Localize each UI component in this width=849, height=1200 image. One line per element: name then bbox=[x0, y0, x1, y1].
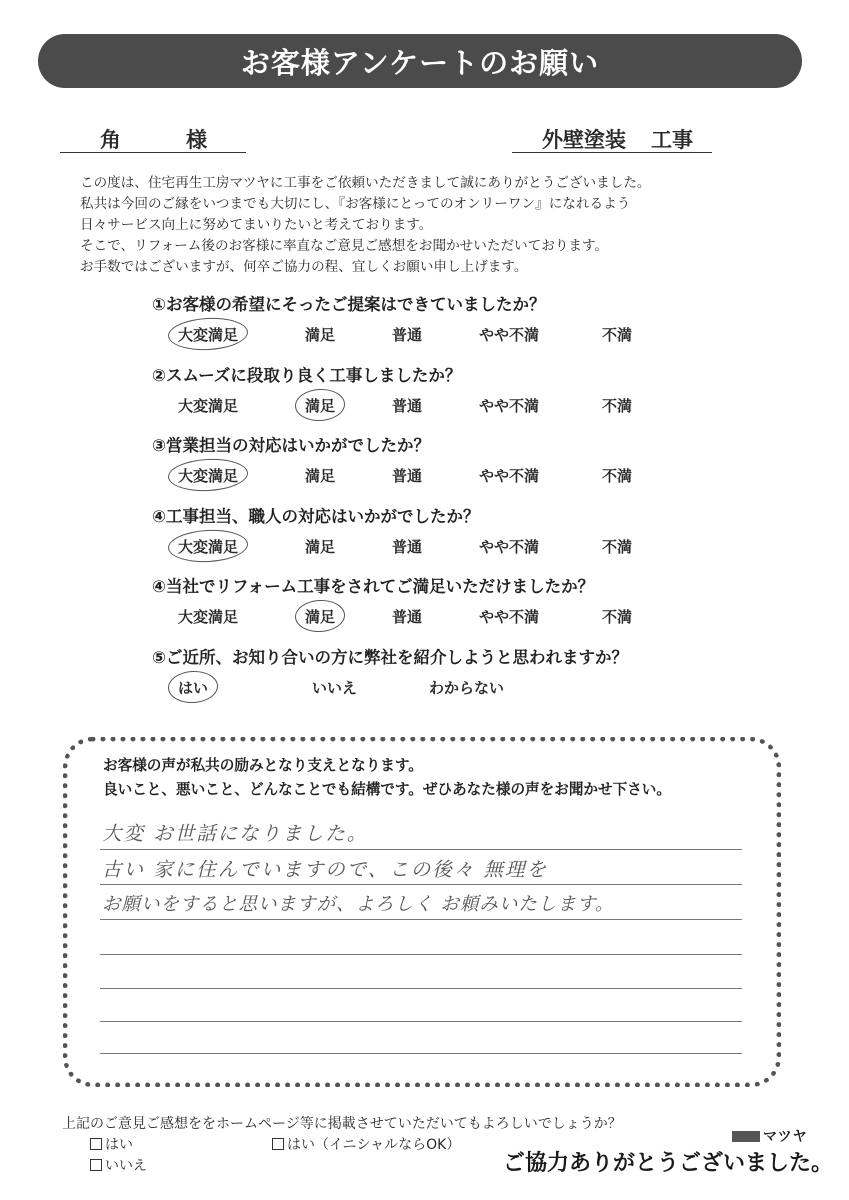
option-dissatisfied[interactable]: 不満 bbox=[602, 608, 633, 626]
answer-options bbox=[152, 536, 712, 560]
option-very-satisfied[interactable]: 大変満足 bbox=[178, 396, 239, 415]
intro-line: 日々サービス向上に努めてまいりたいと考えております。 bbox=[80, 217, 433, 233]
option-satisfied[interactable]: 満足 bbox=[305, 326, 336, 344]
option-dissatisfied[interactable]: 不満 bbox=[602, 537, 633, 556]
option-very-satisfied[interactable]: 大変満足 bbox=[178, 537, 239, 556]
survey-questions bbox=[152, 291, 712, 714]
option-very-satisfied[interactable]: 大変満足 bbox=[178, 326, 239, 344]
option-somewhat-dissatisfied[interactable]: やや不満 bbox=[479, 326, 540, 344]
option-satisfied[interactable]: 満足 bbox=[305, 467, 336, 485]
answer-options bbox=[152, 465, 712, 489]
customer-honorific: 様 bbox=[186, 128, 207, 152]
intro-line: 私共は今回のご縁をいつまでも大切にし、『お客様にとってのオンリーワン』になれるよう bbox=[80, 196, 631, 212]
question-text: ④当社でリフォーム工事をされてご満足いただけましたか？ bbox=[152, 577, 595, 596]
question-text: ③営業担当の対応はいかがでしたか？ bbox=[152, 436, 430, 455]
job-suffix: 工事 bbox=[651, 128, 693, 152]
option-satisfied[interactable]: 満足 bbox=[305, 396, 336, 415]
consent-yes-initial-checkbox[interactable] bbox=[272, 1134, 460, 1154]
intro-line: この度は、住宅再生工房マツヤに工事をご依頼いただきまして誠にありがとうございました。 bbox=[80, 175, 651, 191]
job-type-field bbox=[512, 122, 712, 153]
writing-line bbox=[100, 988, 742, 989]
option-dissatisfied[interactable]: 不満 bbox=[602, 326, 633, 344]
question-text: ⑤ご近所、お知り合いの方に弊社を紹介しようと思われますか？ bbox=[152, 647, 628, 667]
option-neutral[interactable]: 普通 bbox=[392, 326, 423, 344]
consent-yes-label: はい bbox=[105, 1137, 133, 1153]
option-dissatisfied[interactable]: 不満 bbox=[602, 396, 633, 415]
logo-mark-icon bbox=[732, 1131, 760, 1142]
question-1 bbox=[152, 291, 712, 362]
option-no[interactable]: いいえ bbox=[312, 678, 358, 697]
writing-line bbox=[100, 1021, 742, 1022]
option-yes[interactable]: はい bbox=[178, 678, 209, 697]
consent-no-checkbox[interactable] bbox=[90, 1155, 147, 1175]
answer-options bbox=[152, 606, 712, 630]
writing-line bbox=[100, 849, 742, 850]
writing-line bbox=[100, 884, 742, 885]
thank-you-message: ご協力ありがとうございました。 bbox=[503, 1151, 834, 1176]
logo-text: マツヤ bbox=[763, 1129, 808, 1145]
writing-line bbox=[100, 954, 742, 955]
option-satisfied[interactable]: 満足 bbox=[305, 537, 336, 556]
job-type: 外壁塗装 bbox=[542, 128, 626, 152]
checkbox-square-icon bbox=[90, 1159, 102, 1171]
customer-name-field bbox=[60, 122, 246, 153]
question-6 bbox=[152, 644, 712, 715]
consent-question: 上記のご意見ご感想ををホームページ等に掲載させていただいてもよろしいでしょうか？ bbox=[62, 1116, 622, 1132]
option-neutral[interactable]: 普通 bbox=[392, 396, 423, 415]
option-neutral[interactable]: 普通 bbox=[392, 537, 423, 556]
option-neutral[interactable]: 普通 bbox=[392, 608, 423, 626]
option-somewhat-dissatisfied[interactable]: やや不満 bbox=[479, 608, 540, 626]
option-somewhat-dissatisfied[interactable]: やや不満 bbox=[479, 537, 540, 556]
option-satisfied[interactable]: 満足 bbox=[305, 608, 336, 626]
question-2 bbox=[152, 362, 712, 433]
question-text: ①お客様の希望にそったご提案はできていましたか？ bbox=[152, 295, 546, 314]
page-title: お客様アンケートのお願い bbox=[240, 45, 600, 80]
option-dont-know[interactable]: わからない bbox=[429, 678, 505, 697]
option-very-satisfied[interactable]: 大変満足 bbox=[178, 608, 239, 626]
consent-yes-initial-label: はい（イニシャルならOK） bbox=[287, 1137, 461, 1153]
option-somewhat-dissatisfied[interactable]: やや不満 bbox=[479, 467, 540, 485]
option-dissatisfied[interactable]: 不満 bbox=[602, 467, 633, 485]
checkbox-square-icon bbox=[90, 1138, 102, 1150]
intro-text bbox=[80, 173, 740, 278]
voice-heading: お客様の声が私共の励みとなり支えとなります。 bbox=[103, 757, 423, 774]
consent-no-label: いいえ bbox=[105, 1158, 147, 1174]
question-text: ②スムーズに段取り良く工事しましたか？ bbox=[152, 365, 462, 385]
option-very-satisfied[interactable]: 大変満足 bbox=[178, 467, 239, 485]
intro-line: お手数ではございますが、何卒ご協力の程、宜しくお願い申し上げます。 bbox=[80, 259, 528, 275]
answer-options bbox=[152, 677, 712, 701]
question-3 bbox=[152, 432, 712, 503]
question-4 bbox=[152, 503, 712, 574]
writing-line bbox=[100, 1053, 742, 1054]
title-banner bbox=[38, 34, 802, 88]
answer-options bbox=[152, 324, 712, 348]
option-somewhat-dissatisfied[interactable]: やや不満 bbox=[479, 396, 540, 415]
intro-line: そこで、リフォーム後のお客様に率直なご意見ご感想をお聞かせいただいております。 bbox=[80, 238, 609, 254]
consent-yes-checkbox[interactable] bbox=[90, 1134, 133, 1154]
option-neutral[interactable]: 普通 bbox=[392, 467, 423, 485]
handwritten-comment-line: 古い 家に住んでいますので、この後々 無理を bbox=[102, 858, 549, 881]
handwritten-comment-line: お願いをすると思いますが、よろしく お頼みいたします。 bbox=[102, 894, 615, 915]
answer-options bbox=[152, 395, 712, 419]
writing-line bbox=[100, 919, 742, 920]
handwritten-comment-line: 大変 お世話になりました。 bbox=[102, 822, 369, 845]
voice-subheading: 良いこと、悪いこと、どんなことでも結構です。ぜひあなた様の声をお聞かせ下さい。 bbox=[103, 781, 671, 798]
checkbox-square-icon bbox=[272, 1138, 284, 1150]
question-text: ④工事担当、職人の対応はいかがでしたか？ bbox=[152, 506, 480, 526]
company-logo bbox=[732, 1126, 808, 1146]
customer-name: 角 bbox=[100, 128, 123, 152]
question-5 bbox=[152, 573, 712, 644]
